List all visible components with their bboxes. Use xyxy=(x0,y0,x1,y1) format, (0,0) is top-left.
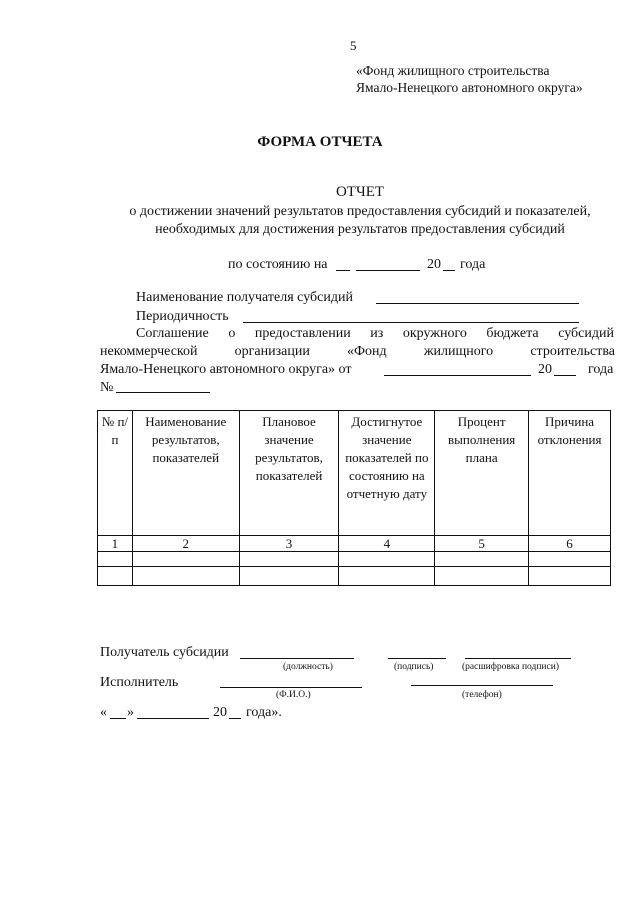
organization-line-1: «Фонд жилищного строительства xyxy=(356,63,550,78)
decode-caption: (расшифровка подписи) xyxy=(462,662,559,672)
agreement-year-blank[interactable] xyxy=(554,361,576,376)
col-number-6: 6 xyxy=(529,536,611,552)
date-open-quote: « xyxy=(100,705,107,720)
agreement-year-suffix: года xyxy=(588,362,614,377)
col-number-4: 4 xyxy=(339,536,435,552)
date-close-quote: » xyxy=(127,705,134,720)
date-year-prefix: 20 xyxy=(213,705,227,720)
col-number-5: 5 xyxy=(435,536,529,552)
signature-caption: (подпись) xyxy=(394,662,434,672)
report-subtitle-line-1: о достижении значений результатов предоставления субсидий и показателей, xyxy=(129,204,591,219)
table-cell[interactable] xyxy=(529,552,611,567)
date-suffix: года». xyxy=(246,705,282,720)
position-caption: (должность) xyxy=(283,662,333,672)
header-planned: Плановое значение результатов, показателей xyxy=(239,411,339,536)
phone-caption: (телефон) xyxy=(462,690,502,700)
header-num: № п/п xyxy=(98,411,133,536)
table-cell[interactable] xyxy=(339,552,435,567)
recipient-position-blank[interactable] xyxy=(240,644,354,659)
header-percent: Процент выполнения плана xyxy=(435,411,529,536)
header-name: Наименование результатов, показателей xyxy=(132,411,239,536)
table-cell[interactable] xyxy=(529,567,611,586)
report-title: ОТЧЕТ xyxy=(335,184,385,200)
table-cell[interactable] xyxy=(132,567,239,586)
table-number-row xyxy=(98,536,611,552)
periodicity-label: Периодичность xyxy=(136,309,229,324)
table-row xyxy=(98,567,611,586)
as-of-label: по состоянию на xyxy=(228,257,328,272)
executor-fio-blank[interactable] xyxy=(220,675,362,688)
agreement-number-blank[interactable] xyxy=(116,378,210,393)
organization-header xyxy=(356,62,583,96)
agreement-year-prefix: 20 xyxy=(538,362,552,377)
agreement-line-1: Соглашение о предоставлении из окружного бюджета субсидий xyxy=(136,326,614,341)
as-of-suffix: года xyxy=(460,257,486,272)
agreement-line-2: некоммерческой организации «Фонд жилищного строительства xyxy=(100,344,615,359)
table-cell[interactable] xyxy=(98,567,133,586)
as-of-month-blank[interactable] xyxy=(356,256,420,271)
periodicity-blank[interactable] xyxy=(243,308,579,323)
table-row xyxy=(98,552,611,567)
executor-label: Исполнитель xyxy=(100,675,179,690)
report-subtitle-line-2: необходимых для достижения результатов предоставления субсидий xyxy=(155,222,565,237)
table-cell[interactable] xyxy=(239,567,339,586)
date-day-blank[interactable] xyxy=(110,704,126,719)
table-cell[interactable] xyxy=(435,567,529,586)
report-table xyxy=(97,410,611,586)
recipient-signature-blank[interactable] xyxy=(388,644,446,659)
page-number: 5 xyxy=(350,38,357,53)
col-number-2: 2 xyxy=(132,536,239,552)
agreement-date-blank[interactable] xyxy=(384,361,531,376)
fio-caption: (Ф.И.О.) xyxy=(276,690,311,700)
table-cell[interactable] xyxy=(435,552,529,567)
report-subtitle xyxy=(0,203,640,239)
as-of-day-blank[interactable] xyxy=(336,256,350,271)
recipient-name-blank[interactable] xyxy=(376,289,579,304)
table-header-row xyxy=(98,411,611,536)
table-cell[interactable] xyxy=(239,552,339,567)
as-of-year-prefix: 20 xyxy=(427,257,441,272)
date-year-blank[interactable] xyxy=(229,704,241,719)
table-cell[interactable] xyxy=(98,552,133,567)
col-number-3: 3 xyxy=(239,536,339,552)
as-of-year-blank[interactable] xyxy=(443,256,455,271)
executor-phone-blank[interactable] xyxy=(411,673,553,686)
recipient-name-label: Наименование получателя субсидий xyxy=(136,290,353,305)
table-cell[interactable] xyxy=(132,552,239,567)
header-reason: Причина отклонения xyxy=(529,411,611,536)
recipient-signature-label: Получатель субсидии xyxy=(100,645,229,660)
col-number-1: 1 xyxy=(98,536,133,552)
agreement-number-label: № xyxy=(100,380,114,395)
table-cell[interactable] xyxy=(339,567,435,586)
header-achieved: Достигнутое значение показателей по состоянию на отчетную дату xyxy=(339,411,435,536)
recipient-decode-blank[interactable] xyxy=(465,644,571,659)
date-month-blank[interactable] xyxy=(137,704,209,719)
organization-line-2: Ямало-Ненецкого автономного округа» xyxy=(356,80,583,95)
form-title: ФОРМА ОТЧЕТА xyxy=(257,134,383,150)
agreement-line-3: Ямало-Ненецкого автономного округа» от xyxy=(100,362,352,377)
